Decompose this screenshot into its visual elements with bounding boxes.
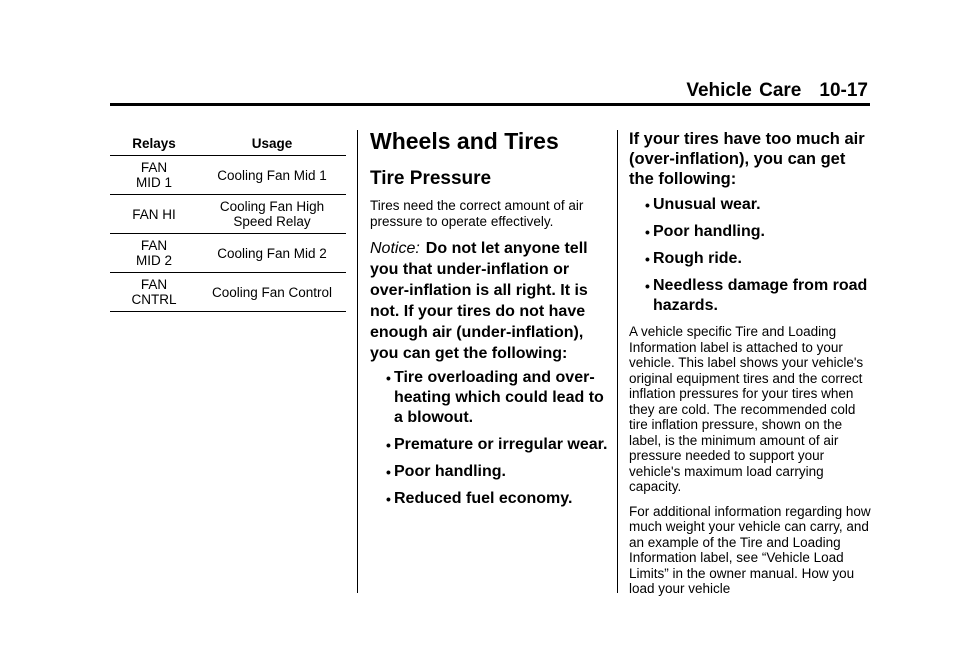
- usage-cell: Cooling Fan Control: [198, 273, 346, 312]
- list-item: • Rough ride.: [645, 250, 742, 267]
- over-inflation-heading: If your tires have too much air (over-inflation), you can get the following:: [629, 130, 865, 188]
- relay-cell: FAN CNTRL: [110, 273, 198, 312]
- usage-cell: Cooling Fan Mid 2: [198, 234, 346, 273]
- usage-cell: Cooling Fan High Speed Relay: [198, 195, 346, 234]
- intro-paragraph: Tires need the correct amount of air pressure to operate effectively.: [370, 198, 584, 229]
- table-row: [110, 156, 346, 195]
- bullet-icon: •: [386, 464, 391, 480]
- usage-cell: Cooling Fan Mid 1: [198, 156, 346, 195]
- page-number: 10-17: [819, 80, 868, 101]
- header-rule: [110, 103, 870, 106]
- relay-cell: FAN MID 1: [110, 156, 198, 195]
- bullet-icon: •: [645, 251, 650, 267]
- list-item: • Reduced fuel economy.: [386, 490, 573, 507]
- relay-table: [110, 133, 346, 312]
- column-3: [629, 129, 871, 606]
- notice-block: [370, 238, 608, 364]
- bullet-icon: •: [386, 491, 391, 507]
- list-item: • Poor handling.: [645, 223, 765, 240]
- list-item: • Unusual wear.: [645, 196, 761, 213]
- table-row: [110, 273, 346, 312]
- section-heading: Wheels and Tires: [370, 128, 559, 154]
- bullet-icon: •: [386, 437, 391, 453]
- bullet-icon: •: [645, 224, 650, 240]
- column-header-relays: Relays: [110, 133, 198, 156]
- bullet-icon: •: [386, 370, 391, 386]
- list-item: • Tire overloading and over-heating which could lead to a blowout.: [386, 369, 604, 426]
- table-row: [110, 195, 346, 234]
- notice-label: Notice:: [370, 240, 420, 257]
- subsection-heading: Tire Pressure: [370, 168, 492, 189]
- column-header-usage: Usage: [198, 133, 346, 156]
- table-header-row: [110, 133, 346, 156]
- list-item: • Premature or irregular wear.: [386, 436, 608, 453]
- bullet-icon: •: [645, 278, 650, 294]
- bullet-icon: •: [645, 197, 650, 213]
- relay-cell: FAN MID 2: [110, 234, 198, 273]
- load-limits-paragraph: For additional information regarding how much weight your vehicle can carry, and an example of the Tire and Loading Information label, see “Vehicle Load Limits” in the owner manual. How you load your vehicle: [629, 503, 871, 596]
- relay-cell: FAN HI: [110, 195, 198, 234]
- column-divider-2: [617, 130, 618, 593]
- under-inflation-list: [370, 368, 608, 509]
- column-divider-1: [357, 130, 358, 593]
- over-inflation-list: [629, 195, 871, 316]
- label-paragraph: A vehicle specific Tire and Loading Information label is attached to your vehicle. This label shows your vehicle's original equipment tires and the correct inflation pressures for your tires when they are cold. The recommended cold tire inflation pressure, shown on the label, is the minimum amount of air pressure needed to support your vehicle's maximum load carrying capacity.: [629, 324, 864, 494]
- page-header: [686, 80, 868, 102]
- list-item: • Needless damage from road hazards.: [645, 277, 868, 314]
- list-item: • Poor handling.: [386, 463, 506, 480]
- column-2: [370, 128, 608, 516]
- section-title: Vehicle Care: [686, 80, 802, 101]
- notice-text: Do not let anyone tell you that under-inflation or over-inflation is all right. It is not. If your tires do not have enough air (under-inflation), you can get the following:: [370, 240, 588, 362]
- table-row: [110, 234, 346, 273]
